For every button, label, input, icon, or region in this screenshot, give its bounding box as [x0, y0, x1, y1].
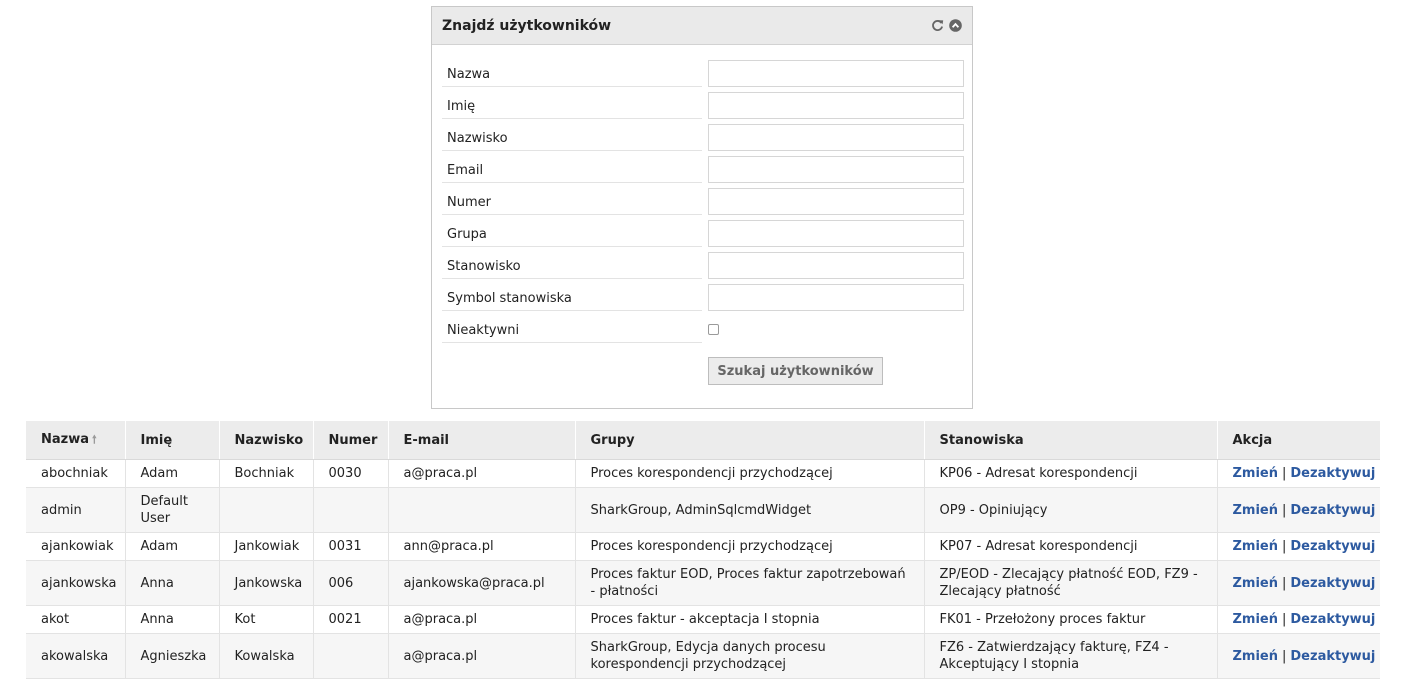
table-row [26, 606, 1380, 634]
form-row-group [442, 221, 964, 248]
cell-first-name: Adam [125, 460, 219, 488]
position-input[interactable] [708, 252, 964, 279]
form-row-first-name [442, 93, 964, 120]
group-input[interactable] [708, 220, 964, 247]
panel-header [432, 7, 972, 45]
sort-ascending-icon[interactable]: 🠕 [92, 432, 97, 446]
cell-name: admin [26, 488, 125, 533]
cell-positions: FK01 - Przełożony proces faktur [924, 606, 1217, 634]
cell-first-name: Adam [125, 533, 219, 561]
field-label-last-name: Nazwisko [442, 125, 702, 151]
cell-actions [1217, 606, 1380, 634]
column-header-first-name[interactable]: Imię [125, 421, 219, 460]
cell-last-name: Kot [219, 606, 313, 634]
number-input[interactable] [708, 188, 964, 215]
cell-name: akowalska [26, 634, 125, 679]
cell-last-name: Jankowska [219, 561, 313, 606]
cell-number: 0021 [313, 606, 388, 634]
form-row-position-symbol [442, 285, 964, 312]
cell-email: a@praca.pl [388, 634, 575, 679]
table-row [26, 488, 1380, 533]
cell-positions: ZP/EOD - Zlecający płatność EOD, FZ9 - Zlecający płatność [924, 561, 1217, 606]
cell-number [313, 488, 388, 533]
table-row [26, 561, 1380, 606]
form-row-email [442, 157, 964, 184]
last-name-input[interactable] [708, 124, 964, 151]
edit-link[interactable]: Zmień [1232, 575, 1278, 591]
email-input[interactable] [708, 156, 964, 183]
field-label-inactive: Nieaktywni [442, 317, 702, 343]
cell-positions: FZ6 - Zatwierdzający fakturę, FZ4 - Akceptujący I stopnia [924, 634, 1217, 679]
cell-number [313, 634, 388, 679]
first-name-input[interactable] [708, 92, 964, 119]
column-header-action: Akcja [1217, 421, 1380, 460]
column-header-email[interactable]: E-mail [388, 421, 575, 460]
field-label-email: Email [442, 157, 702, 183]
cell-positions: KP07 - Adresat korespondencji [924, 533, 1217, 561]
deactivate-link[interactable]: Dezaktywuj [1290, 575, 1376, 591]
column-header-name[interactable]: Nazwa 🠕 [26, 421, 125, 460]
form-row-number [442, 189, 964, 216]
cell-last-name: Jankowiak [219, 533, 313, 561]
edit-link[interactable]: Zmień [1232, 612, 1278, 627]
action-separator: | [1282, 539, 1287, 554]
action-separator: | [1282, 575, 1287, 591]
edit-link[interactable]: Zmień [1232, 466, 1278, 481]
deactivate-link[interactable]: Dezaktywuj [1290, 539, 1376, 554]
cell-name: ajankowska [26, 561, 125, 606]
panel-icons [931, 19, 962, 32]
cell-email: ajankowska@praca.pl [388, 561, 575, 606]
cell-actions [1217, 460, 1380, 488]
cell-groups: SharkGroup, AdminSqlcmdWidget [575, 488, 924, 533]
name-input[interactable] [708, 60, 964, 87]
table-row [26, 460, 1380, 488]
cell-positions: OP9 - Opiniujący [924, 488, 1217, 533]
field-label-group: Grupa [442, 221, 702, 247]
cell-groups: Proces faktur - akceptacja I stopnia [575, 606, 924, 634]
cell-groups: Proces korespondencji przychodzącej [575, 460, 924, 488]
cell-last-name: Kowalska [219, 634, 313, 679]
cell-actions [1217, 634, 1380, 679]
deactivate-link[interactable]: Dezaktywuj [1290, 466, 1376, 481]
table-row [26, 634, 1380, 679]
column-header-groups[interactable]: Grupy [575, 421, 924, 460]
field-label-position: Stanowisko [442, 253, 702, 279]
field-label-number: Numer [442, 189, 702, 215]
action-separator: | [1282, 502, 1287, 518]
cell-last-name [219, 488, 313, 533]
deactivate-link[interactable]: Dezaktywuj [1290, 612, 1376, 627]
field-label-position-symbol: Symbol stanowiska [442, 285, 702, 311]
cell-groups: Proces korespondencji przychodzącej [575, 533, 924, 561]
column-header-last-name[interactable]: Nazwisko [219, 421, 313, 460]
cell-name: ajankowiak [26, 533, 125, 561]
edit-link[interactable]: Zmień [1232, 502, 1278, 518]
table-row [26, 533, 1380, 561]
cell-first-name: Default User [125, 488, 219, 533]
cell-number: 006 [313, 561, 388, 606]
action-separator: | [1282, 648, 1287, 664]
cell-email: ann@praca.pl [388, 533, 575, 561]
refresh-icon[interactable] [931, 19, 944, 32]
panel-title: Znajdź użytkowników [442, 17, 612, 34]
cell-last-name: Bochniak [219, 460, 313, 488]
inactive-checkbox[interactable] [708, 324, 719, 335]
cell-name: akot [26, 606, 125, 634]
cell-groups: Proces faktur EOD, Proces faktur zapotrzebowań - płatności [575, 561, 924, 606]
collapse-icon[interactable] [949, 19, 962, 32]
cell-positions: KP06 - Adresat korespondencji [924, 460, 1217, 488]
column-header-number[interactable]: Numer [313, 421, 388, 460]
form-row-last-name [442, 125, 964, 152]
search-users-button[interactable]: Szukaj użytkowników [708, 357, 883, 385]
cell-email [388, 488, 575, 533]
form-row-position [442, 253, 964, 280]
cell-first-name: Anna [125, 561, 219, 606]
deactivate-link[interactable]: Dezaktywuj [1290, 502, 1376, 518]
search-users-panel [431, 6, 973, 409]
cell-first-name: Anna [125, 606, 219, 634]
deactivate-link[interactable]: Dezaktywuj [1290, 648, 1376, 664]
form-row-inactive [442, 317, 964, 344]
cell-number: 0030 [313, 460, 388, 488]
cell-name: abochniak [26, 460, 125, 488]
users-table [26, 421, 1380, 679]
cell-email: a@praca.pl [388, 606, 575, 634]
cell-groups: SharkGroup, Edycja danych procesu korespondencji przychodzącej [575, 634, 924, 679]
table-header-row [26, 421, 1380, 460]
form-row-name [442, 61, 964, 88]
cell-email: a@praca.pl [388, 460, 575, 488]
field-label-first-name: Imię [442, 93, 702, 119]
cell-actions [1217, 488, 1380, 533]
cell-actions [1217, 533, 1380, 561]
action-separator: | [1282, 466, 1287, 481]
field-label-name: Nazwa [442, 61, 702, 87]
column-header-positions[interactable]: Stanowiska [924, 421, 1217, 460]
cell-actions [1217, 561, 1380, 606]
action-separator: | [1282, 612, 1287, 627]
edit-link[interactable]: Zmień [1232, 648, 1278, 664]
position-symbol-input[interactable] [708, 284, 964, 311]
cell-number: 0031 [313, 533, 388, 561]
edit-link[interactable]: Zmień [1232, 539, 1278, 554]
cell-first-name: Agnieszka [125, 634, 219, 679]
